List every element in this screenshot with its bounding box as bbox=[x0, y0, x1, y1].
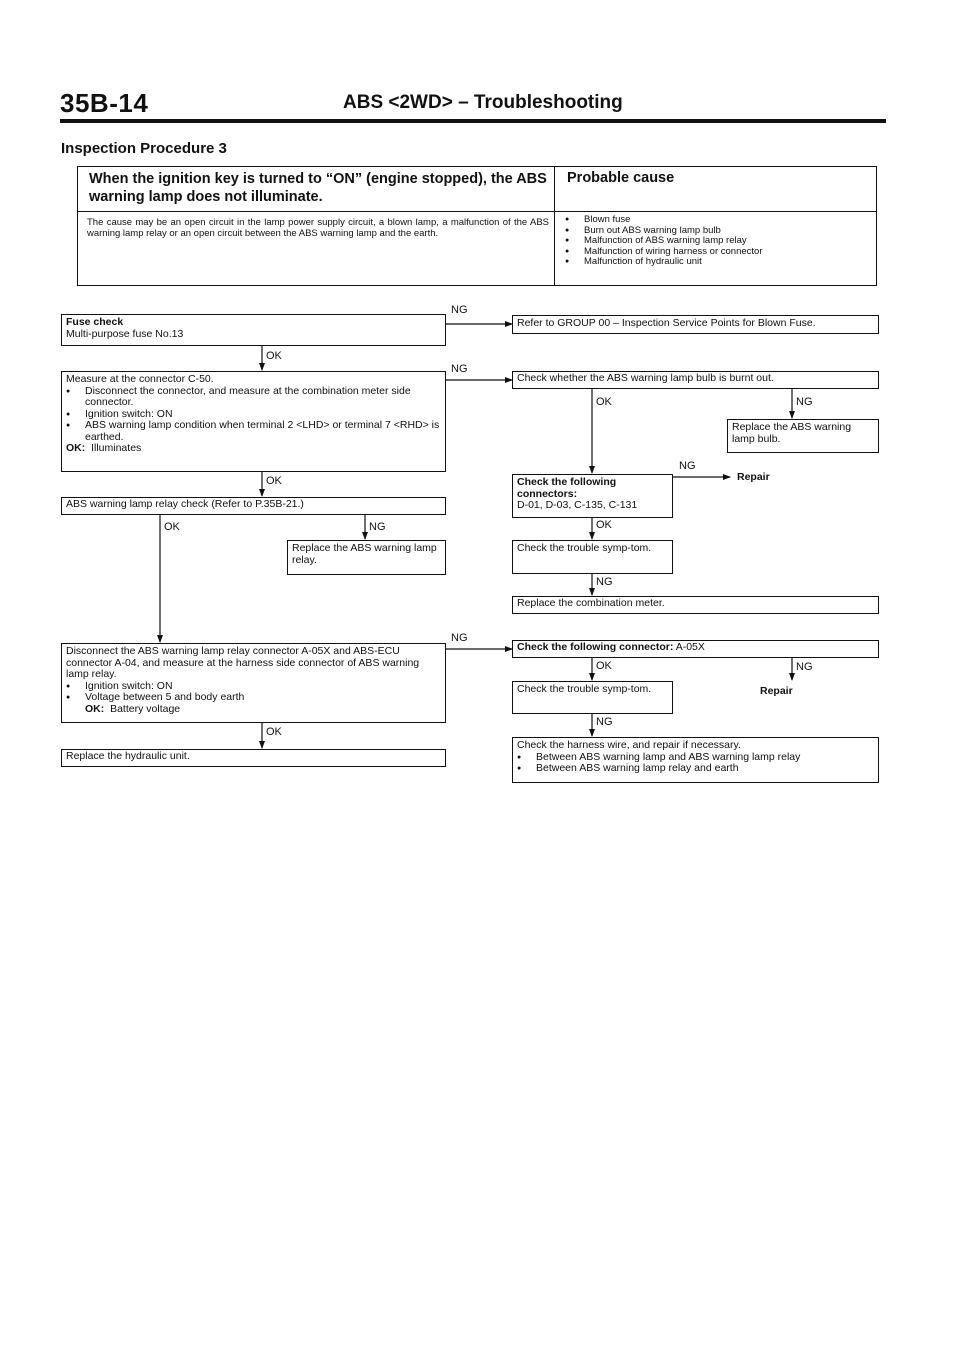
ok-label: OK bbox=[164, 521, 180, 533]
list-item: ● Disconnect the connector, and measure at the combination meter side connector. bbox=[66, 386, 441, 409]
check-symptom-text: Check the trouble symp-tom. bbox=[517, 683, 652, 695]
replace-bulb-box bbox=[727, 419, 879, 453]
replace-hydraulic-text: Replace the hydraulic unit. bbox=[66, 750, 190, 762]
relay-check-box bbox=[61, 497, 446, 515]
list-item: ● Malfunction of hydraulic unit bbox=[565, 257, 762, 268]
list-item: ● Malfunction of wiring harness or connector bbox=[565, 247, 762, 258]
ng-label: NG bbox=[796, 661, 813, 673]
measure-connector-box bbox=[61, 371, 446, 472]
repair-label: Repair bbox=[737, 471, 770, 483]
disconnect-text: Disconnect the ABS warning lamp relay connector A-05X and ABS-ECU connector A-04, and measure at the harness side connector of ABS warning lamp relay. bbox=[66, 645, 420, 680]
check-connector-box bbox=[512, 640, 879, 658]
ng-label: NG bbox=[451, 632, 468, 644]
ok-criterion-label: OK: bbox=[66, 442, 86, 454]
refer-group-text: Refer to GROUP 00 – Inspection Service Points for Blown Fuse. bbox=[517, 317, 816, 329]
ng-label: NG bbox=[796, 396, 813, 408]
check-bulb-box bbox=[512, 371, 879, 389]
ok-label: OK bbox=[266, 350, 282, 362]
ng-label: NG bbox=[596, 576, 613, 588]
list-item: ● Voltage between 5 and body earth bbox=[66, 692, 441, 704]
list-item: ● Malfunction of ABS warning lamp relay bbox=[565, 236, 762, 247]
check-symptom-box-2 bbox=[512, 681, 673, 714]
ok-criterion-label: OK: bbox=[85, 702, 105, 715]
check-symptom-box bbox=[512, 540, 673, 574]
ok-criterion-value: Battery voltage bbox=[110, 702, 181, 715]
page-title: ABS <2WD> – Troubleshooting bbox=[343, 92, 623, 113]
replace-hydraulic-box bbox=[61, 749, 446, 767]
probable-cause-heading: Probable cause bbox=[567, 170, 675, 186]
replace-bulb-text: Replace the ABS warning lamp bulb. bbox=[732, 421, 852, 445]
replace-relay-text: Replace the ABS warning lamp relay. bbox=[292, 542, 437, 566]
section-title: Inspection Procedure 3 bbox=[61, 140, 227, 157]
ok-label: OK bbox=[596, 396, 612, 408]
check-connectors-title: Check the following connectors: bbox=[517, 476, 617, 500]
check-harness-title: Check the harness wire, and repair if necessary. bbox=[517, 739, 741, 751]
ok-label: OK bbox=[266, 726, 282, 738]
replace-meter-box bbox=[512, 596, 879, 614]
list-item: ● Between ABS warning lamp relay and earth bbox=[517, 763, 874, 775]
fuse-check-text: Multi-purpose fuse No.13 bbox=[66, 327, 184, 340]
ng-label: NG bbox=[369, 521, 386, 533]
ok-label: OK bbox=[596, 660, 612, 672]
replace-relay-box bbox=[287, 540, 446, 575]
fuse-check-title: Fuse check bbox=[66, 316, 124, 328]
check-connector-title: Check the following connector: bbox=[517, 641, 674, 653]
check-connectors-list: D-01, D-03, C-135, C-131 bbox=[517, 499, 638, 511]
ok-label: OK bbox=[266, 475, 282, 487]
ok-label: OK bbox=[596, 519, 612, 531]
page-number: 35B-14 bbox=[60, 88, 149, 118]
ng-label: NG bbox=[451, 304, 468, 316]
measure-title: Measure at the connector C-50. bbox=[66, 373, 214, 385]
ng-label: NG bbox=[596, 716, 613, 728]
list-item: ● ABS warning lamp condition when terminal 2 <LHD> or terminal 7 <RHD> is earthed. bbox=[66, 420, 441, 443]
ng-label: NG bbox=[451, 363, 468, 375]
refer-group-box bbox=[512, 315, 879, 334]
list-item: ● Between ABS warning lamp and ABS warning lamp relay bbox=[517, 752, 874, 764]
list-item: ● Ignition switch: ON bbox=[66, 681, 441, 693]
check-connector-value: A-05X bbox=[675, 641, 705, 653]
check-connectors-box bbox=[512, 474, 673, 518]
ok-criterion-value: Illuminates bbox=[91, 442, 142, 454]
repair-label: Repair bbox=[760, 685, 793, 697]
check-bulb-text: Check whether the ABS warning lamp bulb is burnt out. bbox=[517, 372, 774, 384]
check-harness-box bbox=[512, 737, 879, 783]
cause-description: The cause may be an open circuit in the lamp power supply circuit, a blown lamp, a malfunction of the ABS warning lamp relay or an open circuit between the ABS warning lamp and the earth. bbox=[87, 217, 549, 239]
fuse-check-box bbox=[61, 314, 446, 346]
list-item: ● Blown fuse bbox=[565, 215, 762, 226]
list-item: ● Ignition switch: ON bbox=[66, 409, 441, 421]
check-symptom-text: Check the trouble symp-tom. bbox=[517, 542, 652, 554]
symptom-heading: When the ignition key is turned to “ON” (engine stopped), the ABS warning lamp does not illuminate. bbox=[89, 171, 547, 205]
list-item: ● Burn out ABS warning lamp bulb bbox=[565, 226, 762, 237]
relay-check-text: ABS warning lamp relay check (Refer to P.35B-21.) bbox=[66, 498, 304, 510]
ng-label: NG bbox=[679, 460, 696, 472]
replace-meter-text: Replace the combination meter. bbox=[517, 597, 665, 609]
disconnect-measure-box bbox=[61, 643, 446, 723]
